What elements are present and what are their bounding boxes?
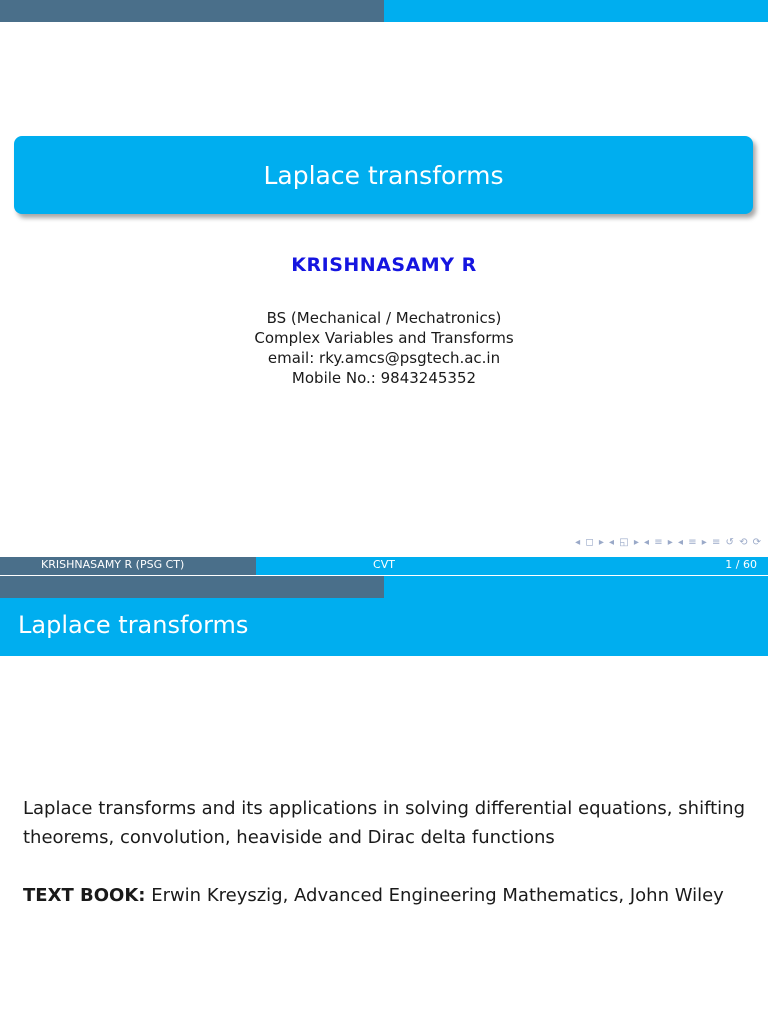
footer-left xyxy=(0,557,256,575)
frame-title: Laplace transforms xyxy=(18,611,249,639)
textbook-reference: Erwin Kreyszig, Advanced Engineering Mathematics, John Wiley xyxy=(145,885,724,906)
title-box xyxy=(14,136,753,214)
beamer-navigation-icons[interactable]: ◂ ◻ ▸ ◂ ◱ ▸ ◂ ≡ ▸ ◂ ≡ ▸ ≡ ↺ ⟲ ⟳ xyxy=(575,537,762,548)
footer-course: CVT xyxy=(373,558,395,571)
info-line-program: BS (Mechanical / Mechatronics) xyxy=(266,309,502,327)
slide-title: Laplace transforms xyxy=(263,160,504,190)
top-bar-left xyxy=(0,0,384,22)
frame-title-bar xyxy=(0,598,768,656)
textbook-label: TEXT BOOK: xyxy=(23,885,146,906)
footer-right xyxy=(512,557,768,575)
top-bar-right xyxy=(384,0,768,22)
author-info xyxy=(0,308,768,388)
footer-center xyxy=(256,557,512,575)
footer-author: KRISHNASAMY R (PSG CT) xyxy=(41,558,185,571)
info-line-course: Complex Variables and Transforms xyxy=(254,329,514,347)
header-strip-right xyxy=(384,576,768,598)
header-strip xyxy=(0,576,768,598)
syllabus-paragraph: Laplace transforms and its applications in solving differential equations, shifting theorems, convolution, heaviside and Dirac delta functions xyxy=(23,798,745,848)
textbook-paragraph xyxy=(23,881,745,910)
footer-page-number: 1 / 60 xyxy=(725,558,757,571)
top-bar xyxy=(0,0,768,22)
content-slide xyxy=(0,576,768,1024)
info-line-mobile: Mobile No.: 9843245352 xyxy=(291,369,477,387)
header-strip-left xyxy=(0,576,384,598)
footer-bar xyxy=(0,557,768,575)
info-line-email: email: rky.amcs@psgtech.ac.in xyxy=(267,349,501,367)
author-name: KRISHNASAMY R xyxy=(291,254,477,276)
